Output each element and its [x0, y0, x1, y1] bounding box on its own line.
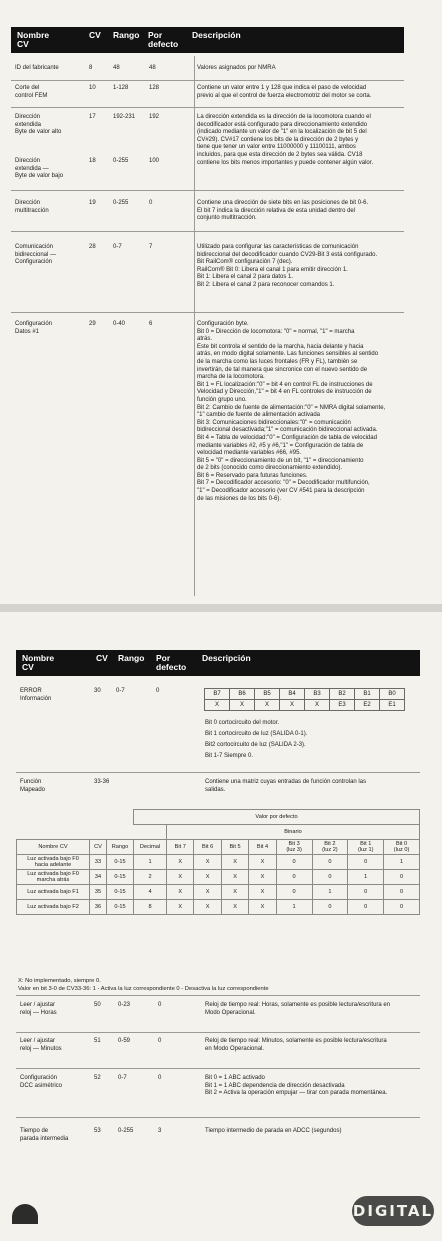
cv-name: Leer / ajustar reloj — Horas	[20, 1002, 57, 1016]
bit-header: B0	[380, 689, 405, 700]
table-note: X: No implementado, siempre 0.	[18, 978, 101, 984]
table-cell: 0	[384, 900, 420, 915]
table-row	[11, 108, 404, 191]
cv-number: 53	[94, 1128, 101, 1134]
header-name: Nombre CV	[17, 30, 50, 49]
cv-description: Valores asignados por NMRA	[197, 65, 276, 71]
bit-header: B6	[230, 689, 255, 700]
manual-page-1	[0, 0, 442, 612]
table-row	[11, 191, 404, 232]
header-default: Por defecto	[156, 653, 187, 672]
table-cell: 2	[134, 870, 167, 885]
table-cell: 0-15	[107, 885, 134, 900]
cv-number: 29	[89, 321, 96, 327]
table-row	[16, 1118, 420, 1156]
bit-header: B1	[355, 689, 380, 700]
cv-range: 192-231	[113, 114, 136, 120]
cv-name: Configuración DCC asimétrico	[20, 1075, 63, 1089]
cv-description: Tiempo intermedio de parada en ADCC (segundos)	[205, 1128, 342, 1134]
cv-number: 51	[94, 1038, 101, 1044]
cv-default: 6	[149, 321, 153, 327]
cv-name: Tiempo de parada intermedia	[20, 1128, 69, 1142]
bit-value: X	[280, 700, 305, 711]
cv-number: 10	[89, 85, 96, 91]
cv-range: 0-255	[118, 1128, 134, 1134]
table-cell: X	[249, 870, 276, 885]
cv-default: 0	[149, 200, 153, 206]
cv-default: 7	[149, 244, 153, 250]
error-bit-table	[204, 688, 405, 711]
header-name: Nombre CV	[22, 653, 55, 672]
table-cell: X	[194, 870, 221, 885]
table-cell: X	[221, 885, 248, 900]
cv-range: 0-255	[113, 158, 129, 164]
cv-number: 18	[89, 158, 96, 164]
header-cv: CV	[96, 653, 108, 663]
bit-value: E2	[355, 700, 380, 711]
table-cell: X	[221, 900, 248, 915]
table-row	[17, 900, 420, 915]
table-cell: X	[249, 855, 276, 870]
column-divider	[194, 56, 195, 596]
table-row	[17, 885, 420, 900]
table-cell: 35	[90, 885, 107, 900]
cv-range: 0-7	[118, 1075, 127, 1081]
cv-name: Configuración Datos #1	[15, 321, 53, 335]
cv-name: Función Mapeado	[20, 779, 46, 793]
table-cell: X	[221, 855, 248, 870]
cv-number: 52	[94, 1075, 101, 1081]
bit-header: B5	[255, 689, 280, 700]
cv-range: 0-23	[118, 1002, 131, 1008]
cv-number: 33-36	[94, 779, 110, 785]
table-row	[16, 1032, 420, 1069]
table-cell: 4	[134, 885, 167, 900]
cv-name: Dirección multitracción	[15, 200, 49, 214]
cv-description: La dirección extendida es la dirección de la locomotora cuando el decodificador está configurado para direccionamiento extendido (indicado mediante un valor de "1" en la localización de bit 5 del CV#29). CV#17 contiene los bits de la dirección de 2 bytes y tiene que tener un valor entre 11000000 y 11100111, ambos incluidos, para que esta dirección de 2 bytes sea válida. CV18 contiene los bits menos importantes y puede contener algún valor.	[197, 114, 374, 166]
cv-range: 48	[113, 65, 120, 71]
table-cell: 0	[276, 870, 312, 885]
table-cell: X	[167, 885, 194, 900]
header-desc: Descripción	[192, 30, 241, 40]
cv-description: Contiene una dirección de siete bits en las posiciones de bit 0-6. El bit 7 indica la dirección relativa de esta unidad dentro del conjunto multitracción.	[197, 200, 369, 222]
cv-range: 0-7	[116, 688, 125, 694]
cv-default: 3	[158, 1128, 162, 1134]
cv-default: 192	[149, 114, 160, 120]
table-cell: X	[194, 885, 221, 900]
bit-header: B3	[305, 689, 330, 700]
table-cell: Luz activada bajo F0 marcha atrás	[17, 870, 90, 885]
table-cell: 0-15	[107, 855, 134, 870]
bit-value: X	[205, 700, 230, 711]
column-header: Bit 3 (luz 3)	[276, 840, 312, 855]
table-note: Valor en bit 3-0 de CV33-36: 1 - Activa la luz correspondiente 0 - Desactiva la luz correspondiente	[18, 986, 269, 992]
cv-description: Bit 0 = 1 ABC activado Bit 1 = 1 ABC dependencia de dirección desactivada Bit 2 = Activa la operación empujar — tirar con parada momentánea.	[205, 1075, 388, 1097]
table-cell: Luz activada bajo F2	[17, 900, 90, 915]
table-row	[11, 313, 404, 597]
table-cell: 36	[90, 900, 107, 915]
table-cell: Luz activada bajo F1	[17, 885, 90, 900]
table-cell: 33	[90, 855, 107, 870]
cv-number: 30	[94, 688, 101, 694]
cv-default: 128	[149, 85, 160, 91]
cv-name: Comunicación bidireccional — Configuración	[15, 244, 57, 266]
cv-description: Contiene una matriz cuyas entradas de función controlan las salidas.	[205, 779, 367, 793]
cv-number: 50	[94, 1002, 101, 1008]
bit-header: B2	[330, 689, 355, 700]
table-header	[16, 650, 420, 676]
table-cell: 0	[312, 870, 348, 885]
table-cell: 1	[134, 855, 167, 870]
column-header: Bit 2 (luz 2)	[312, 840, 348, 855]
table-cell: 0	[348, 900, 384, 915]
header-range: Rango	[113, 30, 140, 40]
cv-default: 0	[158, 1038, 162, 1044]
table-cell: 1	[348, 870, 384, 885]
manual-page-2	[0, 612, 442, 1241]
column-header: Decimal	[134, 840, 167, 855]
table-row	[17, 870, 420, 885]
table-header	[11, 27, 404, 53]
cv-number: 19	[89, 200, 96, 206]
bit-value: X	[230, 700, 255, 711]
bit-header: B4	[280, 689, 305, 700]
table-cell: 0	[384, 870, 420, 885]
table-cell: 1	[276, 900, 312, 915]
header-cv: CV	[89, 30, 101, 40]
cv-range: 0-7	[113, 244, 122, 250]
error-bit-desc: Bit2 cortocircuito de luz (SALIDA 2-3).	[205, 742, 306, 748]
table-cell: 8	[134, 900, 167, 915]
cv-range: 0-59	[118, 1038, 131, 1044]
cv-name: Leer / ajustar reloj — Minutos	[20, 1038, 62, 1052]
cv-name: Dirección extendida Byte de valor alto	[15, 114, 62, 136]
table-cell: 0	[276, 885, 312, 900]
table-cell: 0	[384, 885, 420, 900]
column-header: CV	[90, 840, 107, 855]
table-cell: X	[194, 855, 221, 870]
cv-description: Configuración byte. Bit 0 = Dirección de locomotora: "0" = normal, "1" = marcha atrás. Este bit controla el sentido de la marcha, hacia delante y hacia atrás, en modo digital solamente. Las funciones sensibles al sentido de la marcha como las luces frontales (FR y FL), también se invertirán, de tal manera que sincronice con el nuevo sentido de marcha de la locomotora. Bit 1 = FL localización:"0" = bit 4 en control FL de instrucciones de Velocidad y Dirección,"1" = bit 4 en FL controles de instrucción de función grupo uno. Bit 2: Cambio de fuente de alimentación:"0" = NMRA digital solamente, "1" cambio de fuente de alimentación activada Bit 3: Comunicaciones bidireccionales:"0" = comunicación bidireccional desactivada;"1" = comunicación bidireccional activada. Bit 4 = Tabla de velocidad:"0" = Configuración de tabla de velocidad mediante variables #2, #5 y #6,"1" = Configuración de tabla de velocidad mediante variables #66, #95. Bit 5 = "0" = direccionamiento de un bit, "1" = direccionamiento de 2 bits (conocido como direccionamiento extendido). Bit 6 = Reservado para futuras funciones. Bit 7 = Decodificador accesorio: "0" = Decodificador multifunción, "1" = Decodificador accesorio (ver CV #541 para la descripción de las misiones de los bits 0-6).	[197, 321, 386, 502]
cv-name: Dirección extendida — Byte de valor bajo	[15, 158, 64, 180]
table-group-header: Valor por defecto	[134, 810, 420, 825]
bit-header: B7	[205, 689, 230, 700]
table-row	[16, 995, 420, 1033]
cv-description: Utilizado para configurar las características de comunicación bidireccional del decodificador cuando CV29-Bit 3 está configurado. Bit RailCom® configuración 7 (dec). RailCom® Bit 0: Libera el canal 1 para emitir dirección 1. Bit 1: Libera el canal 2 para datos 1. Bit 2: Libera el canal 2 para reconocer comandos 1.	[197, 244, 378, 288]
column-header: Bit 0 (luz 0)	[384, 840, 420, 855]
table-row	[11, 232, 404, 313]
table-cell: 0-15	[107, 870, 134, 885]
cv-default: 0	[158, 1002, 162, 1008]
cv-range: 1-128	[113, 85, 129, 91]
table-cell: X	[167, 870, 194, 885]
bit-value: X	[255, 700, 280, 711]
bit-value: E1	[380, 700, 405, 711]
table-cell: 0	[312, 855, 348, 870]
error-bit-desc: Bit 0 cortocircuito del motor.	[205, 720, 280, 726]
table-cell: X	[249, 900, 276, 915]
cv-description: Reloj de tiempo real: Horas, solamente es posible lectura/escritura en Modo Operacional.	[205, 1002, 391, 1016]
table-cell: X	[167, 900, 194, 915]
column-header: Bit 7	[167, 840, 194, 855]
table-cell: X	[221, 870, 248, 885]
brand-logo: DIGITAL	[352, 1196, 434, 1226]
table-group-header: Binario	[167, 825, 420, 840]
table-cell: X	[249, 885, 276, 900]
function-mapping-table	[16, 809, 420, 915]
error-bit-desc: Bit 1 cortocircuito de luz (SALIDA 0-1).	[205, 731, 308, 737]
cv-name: ERROR Información	[20, 688, 52, 702]
column-header: Rango	[107, 840, 134, 855]
bit-value: E3	[330, 700, 355, 711]
table-cell: 0	[348, 855, 384, 870]
table-row	[16, 682, 420, 773]
table-cell: 1	[312, 885, 348, 900]
cv-range: 0-40	[113, 321, 126, 327]
table-row	[11, 56, 404, 81]
bit-value: X	[305, 700, 330, 711]
column-header: Bit 1 (luz 1)	[348, 840, 384, 855]
cv-default: 48	[149, 65, 156, 71]
cv-range: 0-255	[113, 200, 129, 206]
cv-name: ID del fabricante	[15, 65, 59, 71]
table-cell: Luz activada bajo F0 hacia adelante	[17, 855, 90, 870]
cv-default: 100	[149, 158, 160, 164]
table-row	[11, 81, 404, 108]
header-default: Por defecto	[148, 30, 179, 49]
table-cell: X	[194, 900, 221, 915]
cv-description: Reloj de tiempo real: Minutos, solamente es posible lectura/escritura en Modo Operacional.	[205, 1038, 387, 1052]
cv-number: 28	[89, 244, 96, 250]
column-header: Bit 4	[249, 840, 276, 855]
cv-name: Corte del control FEM	[15, 85, 48, 99]
column-header: Bit 5	[221, 840, 248, 855]
table-row	[17, 855, 420, 870]
table-row	[16, 773, 420, 803]
table-cell: 34	[90, 870, 107, 885]
header-desc: Descripción	[202, 653, 251, 663]
column-header: Bit 6	[194, 840, 221, 855]
table-cell: X	[167, 855, 194, 870]
column-header: Nombre CV	[17, 840, 90, 855]
table-cell: 0	[276, 855, 312, 870]
cv-default: 0	[156, 688, 160, 694]
cv-description: Contiene un valor entre 1 y 128 que indica el paso de velocidad previo al que el control de fuerza electromotriz del motor se corta.	[197, 85, 372, 99]
cv-default: 0	[158, 1075, 162, 1081]
table-cell: 0	[312, 900, 348, 915]
table-cell: 0	[348, 885, 384, 900]
table-cell: 1	[384, 855, 420, 870]
table-row	[16, 1069, 420, 1118]
cv-number: 17	[89, 114, 96, 120]
brand-badge-icon	[12, 1204, 38, 1224]
table-cell: 0-15	[107, 900, 134, 915]
cv-number: 8	[89, 65, 93, 71]
header-range: Rango	[118, 653, 145, 663]
error-bit-desc: Bit 1-7 Siempre 0.	[205, 753, 254, 759]
